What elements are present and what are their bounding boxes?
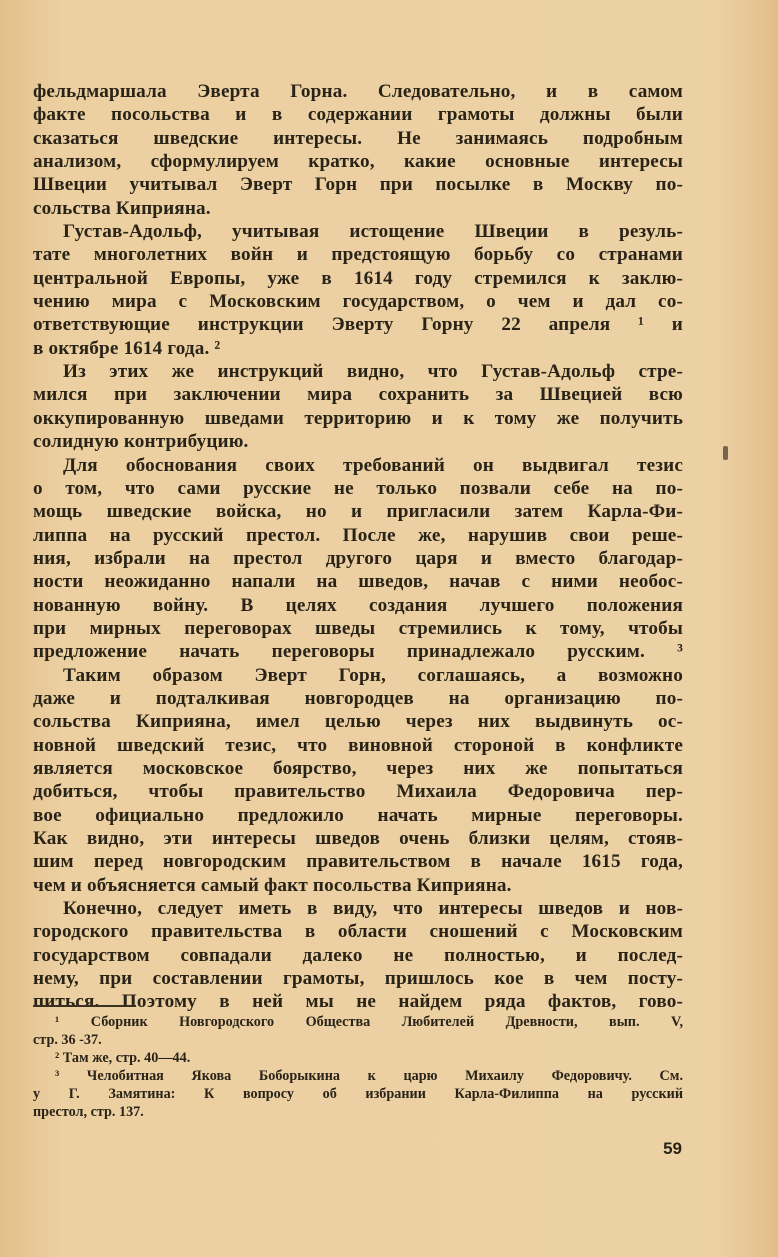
text-line: о том, что сами русские не только позвали себе на по- xyxy=(33,477,683,499)
footnote-line: ³ Челобитная Якова Боборыкина к царю Михаилу Федоровичу. См. xyxy=(55,1068,683,1084)
footnote-line: у Г. Замятина: К вопросу об избрании Карла-Филиппа на русский xyxy=(33,1086,683,1102)
text-line: Как видно, эти интересы шведов очень близки целям, стояв- xyxy=(33,828,683,849)
text-line: Швеции учитывал Эверт Горн при посылке в Москву по- xyxy=(33,174,683,196)
text-line: даже и подталкивая новгородцев на организацию по- xyxy=(33,687,683,709)
text-line: ности неожиданно напали на шведов, начав с ними необос- xyxy=(33,571,683,593)
text-line: мощь шведские войска, но и пригласили затем Карла-Фи- xyxy=(33,501,683,523)
footnotes xyxy=(33,1013,683,1121)
text-line: Таким образом Эверт Горн, соглашаясь, а возможно xyxy=(63,664,683,686)
text-line: добиться, чтобы правительство Михаила Федоровича пер- xyxy=(33,781,683,803)
footnote-line: престол, стр. 137. xyxy=(33,1104,144,1120)
text-line: чению мира с Московским государством, о чем и дал со- xyxy=(33,291,683,313)
text-line: городского правительства в области сношений с Московским xyxy=(33,921,683,943)
text-line: ния, избрали на престол другого царя и вместо благодар- xyxy=(33,547,683,569)
footnote-line: ¹ Сборник Новгородского Общества Любителей Древности, вып. V, xyxy=(55,1014,683,1030)
text-line: Густав-Адольф, учитывая истощение Швеции в резуль- xyxy=(63,221,683,243)
page-number: 59 xyxy=(663,1139,682,1158)
text-line: мился при заключении мира сохранить за Швецией всю xyxy=(33,384,683,406)
text-line: предложение начать переговоры принадлежало русским. ³ xyxy=(33,641,683,663)
text-line: новной шведский тезис, что виновной стороной в конфликте xyxy=(33,734,683,756)
text-line: фельдмаршала Эверта Горна. Следовательно, и в самом xyxy=(33,81,683,102)
text-line: солидную контрибуцию. xyxy=(33,431,249,453)
text-line: при мирных переговорах шведы стремились к тому, чтобы xyxy=(33,617,683,639)
text-line: Для обоснования своих требований он выдвигал тезис xyxy=(63,454,683,476)
footnote-line: ² Там же, стр. 40—44. xyxy=(55,1050,191,1066)
text-line: является московское боярство, через них же попытаться xyxy=(33,757,683,779)
text-line: в октябре 1614 года. ² xyxy=(33,337,221,359)
text-line: тате многолетних войн и предстоящую борьбу со странами xyxy=(33,244,683,266)
text-line: вое официально предложило начать мирные переговоры. xyxy=(33,804,683,826)
text-line: анализом, сформулируем кратко, какие основные интересы xyxy=(33,151,683,173)
text-line: питься. Поэтому в ней мы не найдем ряда фактов, гово- xyxy=(33,991,683,1013)
text-line: сольства Киприяна, имел целью через них выдвинуть ос- xyxy=(33,711,683,733)
main-text xyxy=(33,80,683,1014)
text-line: липпа на русский престол. После же, нарушив свои реше- xyxy=(33,524,683,546)
text-line: Конечно, следует иметь в виду, что интересы шведов и нов- xyxy=(63,898,683,920)
text-line: нему, при составлении грамоты, пришлось кое в чем посту- xyxy=(33,968,683,990)
text-line: центральной Европы, уже в 1614 году стремился к заклю- xyxy=(33,267,683,289)
footnote-line: стр. 36 -37. xyxy=(33,1032,102,1048)
text-line: ответствующие инструкции Эверту Горну 22 апреля ¹ и xyxy=(33,314,683,336)
footnote-divider xyxy=(33,1005,136,1007)
text-line: шим перед новгородским правительством в начале 1615 года, xyxy=(33,851,683,873)
text-line: оккупированную шведами территорию и к тому же получить xyxy=(33,407,683,429)
margin-mark xyxy=(723,446,728,460)
text-line: нованную войну. В целях создания лучшего положения xyxy=(33,594,683,616)
text-line: государством совпадали далеко не полностью, и послед- xyxy=(33,944,683,966)
text-line: факте посольства и в содержании грамоты должны были xyxy=(33,104,683,126)
text-line: чем и объясняется самый факт посольства Киприяна. xyxy=(33,874,512,896)
text-line: Из этих же инструкций видно, что Густав-Адольф стре- xyxy=(63,361,683,383)
text-line: сольства Киприяна. xyxy=(33,197,211,219)
text-line: сказаться шведские интересы. Не занимаясь подробным xyxy=(33,127,683,149)
